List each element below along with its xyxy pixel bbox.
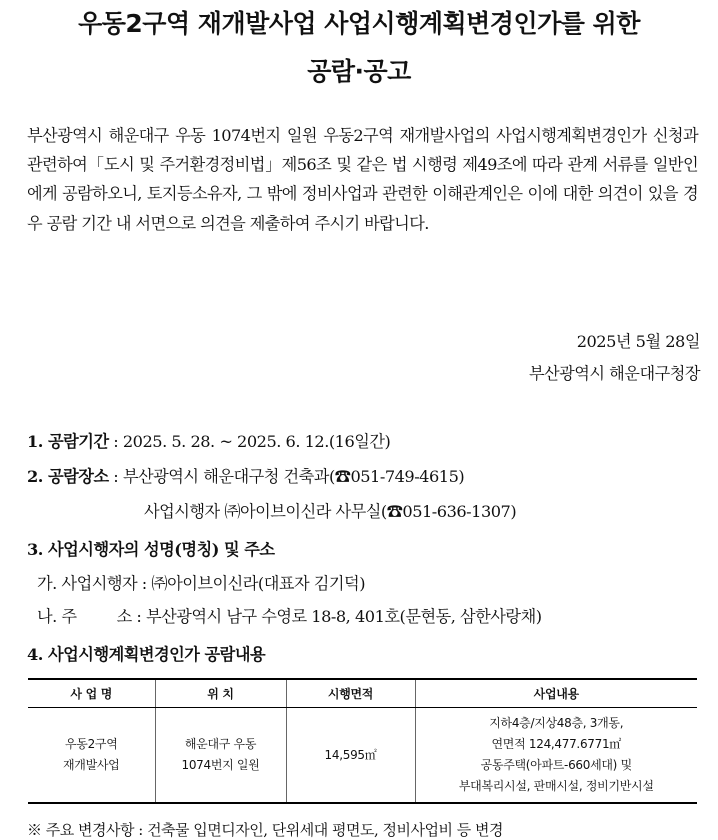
place-line1-phone: 051-749-4615) bbox=[350, 467, 465, 486]
notice-date: 2025년 5월 28일 bbox=[576, 332, 700, 351]
place-line2-text: 사업시행자 ㈜아이브이신라 사무실( bbox=[144, 502, 387, 521]
cell-content bbox=[415, 708, 697, 804]
item-viewing-place-line2 bbox=[144, 498, 516, 522]
notice-title-line2: 공람·공고 bbox=[307, 57, 411, 86]
location-line1: 해운대구 우동 bbox=[184, 737, 257, 751]
cell-area: 14,595㎡ bbox=[286, 708, 415, 804]
colon: : bbox=[113, 467, 119, 486]
item-viewing-place bbox=[27, 463, 464, 487]
item-operator-address bbox=[37, 603, 542, 627]
item-viewing-period-label: 1. 공람기간 bbox=[27, 432, 109, 451]
intro-paragraph: 부산광역시 해운대구 우동 1074번지 일원 우동2구역 재개발사업의 사업시행계획변경인가 신청과 관련하여「도시 및 주거환경정비법」제56조 및 같은 법 시행령 제49조에 따라 관계 서류를 일반인에게 공람하오니, 토지등소유자, 그 밖에 정비사업과 관련한 이해관계인은 이에 대한 의견이 있을 경우 공람 기간 내 서면으로 의견을 제출하여 주시기 바랍니다. bbox=[27, 126, 698, 233]
changes-note: ※ 주요 변경사항 : 건축물 입면디자인, 단위세대 평면도, 정비사업비 등 변경 bbox=[27, 821, 503, 839]
colon: : bbox=[113, 432, 119, 451]
cell-project-name bbox=[28, 708, 155, 804]
content-line3: 공동주택(아파트-660세대) 및 bbox=[480, 758, 632, 772]
project-name-line2: 재개발사업 bbox=[63, 758, 120, 772]
header-project-name: 사 업 명 bbox=[28, 679, 155, 708]
item-operator-heading: 3. 사업시행자의 성명(명칭) 및 주소 bbox=[27, 540, 275, 559]
operator-address-value: 부산광역시 남구 수영로 18-8, 401호(문현동, 삼한사랑채) bbox=[146, 607, 542, 626]
place-line1-text: 부산광역시 해운대구청 건축과( bbox=[122, 467, 335, 486]
content-line1: 지하4층/지상48층, 3개동, bbox=[489, 716, 624, 730]
header-content: 사업내용 bbox=[415, 679, 697, 708]
header-location: 위 치 bbox=[155, 679, 286, 708]
place-line2-phone: 051-636-1307) bbox=[402, 502, 517, 521]
content-line2: 연면적 124,477.6771㎡ bbox=[491, 737, 621, 751]
colon: : bbox=[136, 607, 142, 626]
operator-address-label-1: 나. 주 bbox=[37, 607, 77, 626]
operator-name-value: ㈜아이브이신라(대표자 김기덕) bbox=[151, 574, 366, 593]
colon: : bbox=[141, 574, 147, 593]
table-header-row bbox=[28, 679, 697, 708]
item-content-heading: 4. 사업시행계획변경인가 공람내용 bbox=[27, 645, 266, 664]
project-table bbox=[28, 678, 697, 804]
header-area: 시행면적 bbox=[286, 679, 415, 708]
operator-name-label: 가. 사업시행자 bbox=[37, 574, 138, 593]
location-line2: 1074번지 일원 bbox=[181, 758, 260, 772]
table-row bbox=[28, 708, 697, 804]
phone-icon: ☎ bbox=[334, 467, 351, 486]
operator-address-label-2: 소 bbox=[116, 607, 132, 626]
item-viewing-place-label: 2. 공람장소 bbox=[27, 467, 109, 486]
item-operator-name bbox=[37, 570, 365, 594]
project-name-line1: 우동2구역 bbox=[64, 737, 118, 751]
notice-title-line1: 우동2구역 재개발사업 사업시행계획변경인가를 위한 bbox=[78, 9, 640, 38]
item-viewing-period bbox=[27, 428, 390, 452]
phone-icon: ☎ bbox=[386, 502, 403, 521]
item-viewing-period-value: 2025. 5. 28. ~ 2025. 6. 12.(16일간) bbox=[122, 432, 391, 451]
content-line4: 부대복리시설, 판매시설, 정비기반시설 bbox=[458, 779, 654, 793]
cell-location bbox=[155, 708, 286, 804]
issuer-name: 부산광역시 해운대구청장 bbox=[528, 364, 700, 383]
